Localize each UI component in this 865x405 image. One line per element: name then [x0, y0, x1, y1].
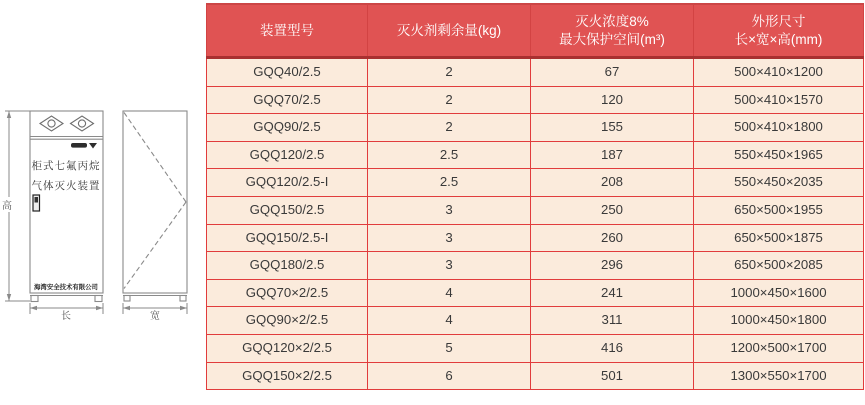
- table-cell: 2: [368, 114, 531, 142]
- column-header-line: 外形尺寸: [751, 13, 806, 29]
- header-row: [207, 4, 864, 58]
- table-cell: 1000×450×1800: [694, 307, 864, 335]
- table-cell: 650×500×2085: [694, 252, 864, 280]
- column-header-line: 最大保护空间(m³): [559, 31, 665, 47]
- table-cell: 550×450×1965: [694, 141, 864, 169]
- column-header: [207, 4, 368, 58]
- table-cell: 67: [531, 58, 694, 87]
- table-cell: 1300×550×1700: [694, 362, 864, 390]
- indicator-diamond-left: [40, 116, 63, 131]
- table-cell: 5: [368, 334, 531, 362]
- column-header: [368, 4, 531, 58]
- table-cell: 650×500×1875: [694, 224, 864, 252]
- table-cell: GQQ90/2.5: [207, 114, 368, 142]
- side-view: [123, 111, 187, 301]
- table-row: [207, 334, 864, 362]
- table-row: [207, 114, 864, 142]
- table-row: [207, 86, 864, 114]
- table-row: [207, 252, 864, 280]
- table-cell: GQQ120/2.5: [207, 141, 368, 169]
- cabinet-label-line2: 气体灭火装置: [31, 180, 101, 192]
- table-cell: 4: [368, 307, 531, 335]
- table-cell: 250: [531, 196, 694, 224]
- table-row: [207, 362, 864, 390]
- table-cell: GQQ40/2.5: [207, 58, 368, 87]
- table-cell: GQQ150×2/2.5: [207, 362, 368, 390]
- table-row: [207, 141, 864, 169]
- front-view: [30, 111, 103, 302]
- height-dimension-label: 高: [2, 201, 12, 212]
- column-header-line: 长×宽×高(mm): [734, 31, 823, 47]
- company-name-label: 海湾安全技术有限公司: [34, 284, 98, 291]
- table-cell: 120: [531, 86, 694, 114]
- brand-logo: [71, 143, 97, 149]
- table-cell: 416: [531, 334, 694, 362]
- table-cell: GQQ180/2.5: [207, 252, 368, 280]
- table-cell: 6: [368, 362, 531, 390]
- table-row: [207, 279, 864, 307]
- table-cell: GQQ150/2.5: [207, 196, 368, 224]
- table-cell: 241: [531, 279, 694, 307]
- table-cell: GQQ70×2/2.5: [207, 279, 368, 307]
- table-row: [207, 196, 864, 224]
- table-cell: 550×450×2035: [694, 169, 864, 197]
- table-cell: 1200×500×1700: [694, 334, 864, 362]
- table-cell: 501: [531, 362, 694, 390]
- table-cell: 155: [531, 114, 694, 142]
- table-row: [207, 307, 864, 335]
- column-header-line: 灭火剂剩余量(kg): [396, 22, 502, 38]
- width-dimension-label: 宽: [150, 311, 160, 322]
- table-cell: 260: [531, 224, 694, 252]
- table-row: [207, 224, 864, 252]
- table-cell: GQQ70/2.5: [207, 86, 368, 114]
- table-cell: 1000×450×1600: [694, 279, 864, 307]
- indicator-diamond-right: [71, 116, 94, 131]
- table-cell: 2: [368, 58, 531, 87]
- table-cell: 2.5: [368, 141, 531, 169]
- table-cell: 500×410×1200: [694, 58, 864, 87]
- table-cell: GQQ120×2/2.5: [207, 334, 368, 362]
- table-cell: 3: [368, 224, 531, 252]
- table-row: [207, 58, 864, 87]
- column-header-line: 灭火浓度8%: [575, 13, 649, 29]
- table-cell: 3: [368, 196, 531, 224]
- table-cell: 187: [531, 141, 694, 169]
- spec-table-body: [207, 58, 864, 390]
- table-cell: GQQ150/2.5-I: [207, 224, 368, 252]
- table-cell: 4: [368, 279, 531, 307]
- table-cell: 311: [531, 307, 694, 335]
- table-cell: GQQ120/2.5-I: [207, 169, 368, 197]
- cabinet-label-line1: 柜式七氟丙烷: [31, 160, 101, 172]
- table-cell: 2.5: [368, 169, 531, 197]
- table-cell: 500×410×1570: [694, 86, 864, 114]
- spec-table-head: [207, 4, 864, 58]
- column-header: [531, 4, 694, 58]
- spec-table: [206, 3, 863, 390]
- table-row: [207, 169, 864, 197]
- table-cell: 650×500×1955: [694, 196, 864, 224]
- table-cell: 2: [368, 86, 531, 114]
- table-cell: 3: [368, 252, 531, 280]
- spec-table-element: [206, 3, 864, 390]
- table-cell: 500×410×1800: [694, 114, 864, 142]
- door-handle: [33, 195, 40, 211]
- table-cell: GQQ90×2/2.5: [207, 307, 368, 335]
- table-cell: 208: [531, 169, 694, 197]
- column-header: [694, 4, 864, 58]
- length-dimension-label: 长: [61, 311, 71, 322]
- cabinet-technical-drawing: [0, 0, 206, 405]
- table-cell: 296: [531, 252, 694, 280]
- column-header-line: 装置型号: [260, 22, 314, 38]
